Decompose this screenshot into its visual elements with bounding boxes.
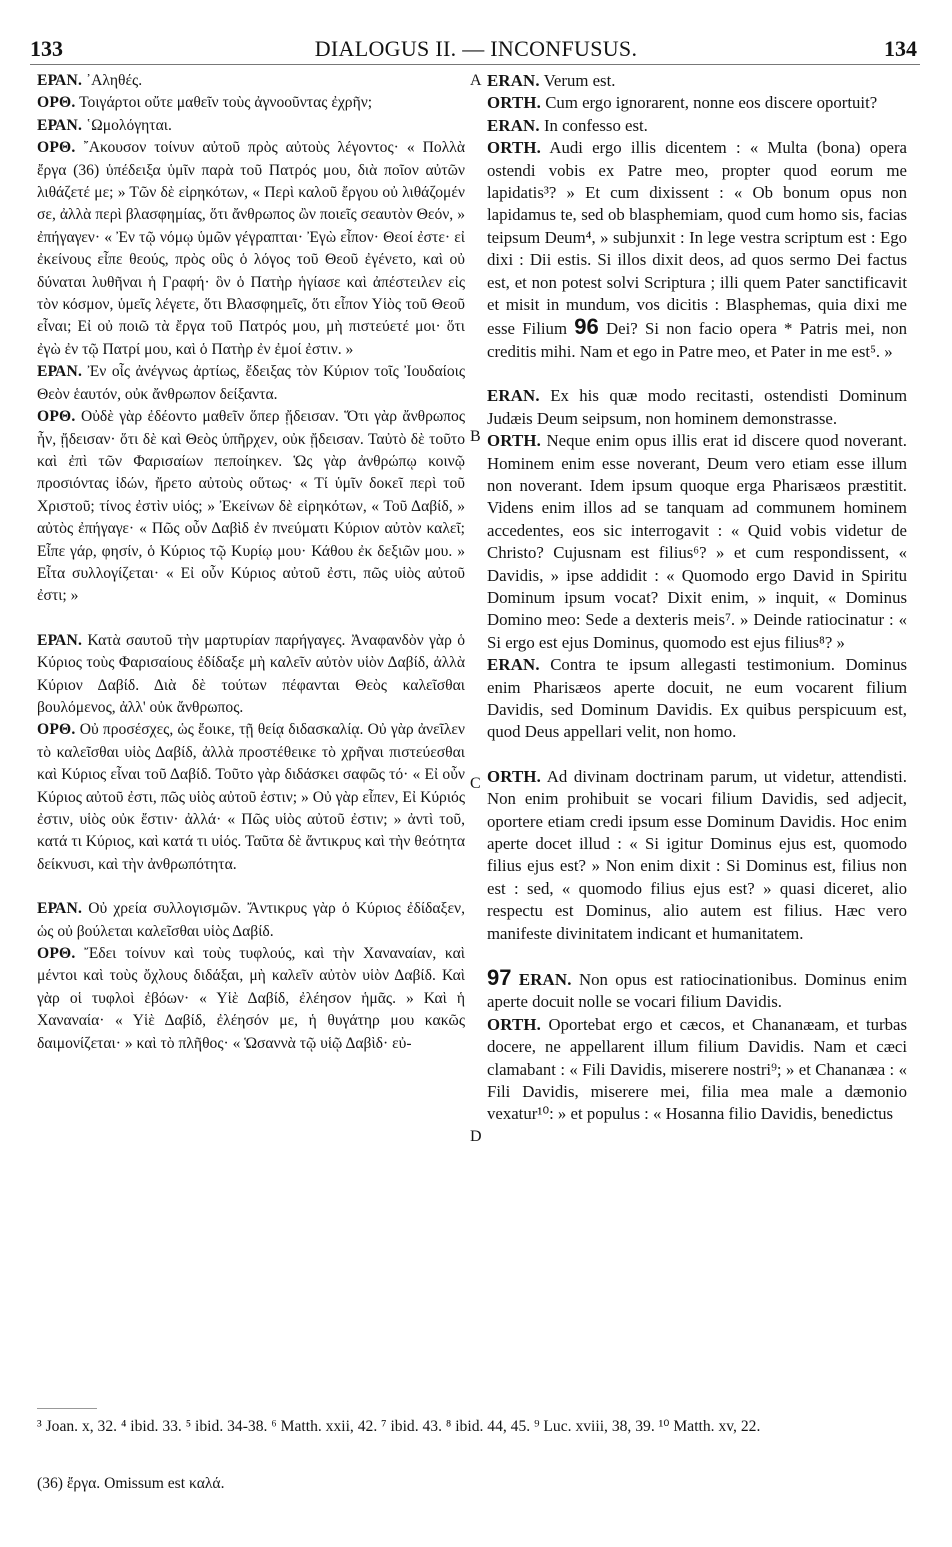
greek-paragraph	[37, 137, 465, 361]
speaker-label: ERAN.	[487, 71, 540, 90]
paragraph-text: Cum ergo ignorarent, nonne eos discere oportuit?	[545, 93, 878, 113]
paragraph-text: Οὐδὲ γὰρ ἐδέοντο μαθεῖν ὅπερ ᾔδεισαν. Ὅτι γὰρ ἄνθρωπος ἦν, ᾔδεισαν· ὅτι δὲ καὶ Θεὸς ὑπῆρχεν, οὐκ ᾔδεισαν. Ταὐτὸ δὲ τοῦτο καὶ ἐπὶ τῶν Φαρισαίων πεποίηκεν. Ὡς γὰρ ἀνθρώπῳ κοινῷ προσιόντας ἰδών, ἤρετο αὐτοὺς οὕτως· « Τί ὑμῖν δοκεῖ περὶ τοῦ Χριστοῦ; τίνος ἐστὶν υἱός; » Ἐκείνων δὲ εἰρηκότων, « Τοῦ Δαβίδ, » αὐτὸς ἐπήγαγε· « Πῶς οὖν Δαβὶδ ἐν πνεύματι Κύριον αὐτὸν καλεῖ; Εἶπε γάρ, φησίν, ὁ Κύριος τῷ Κυρίῳ μου· Κάθου ἐκ δεξιῶν μου. » Εἶτα συλλογίζεται· « Εἰ οὖν Κύριος αὐτοῦ ἐστι, πῶς υἱὸς αὐτοῦ ἐστι; »	[37, 408, 465, 605]
latin-paragraph	[487, 115, 907, 137]
paragraph-text: ῾Ωμολόγηται.	[85, 116, 172, 134]
latin-paragraph	[487, 967, 907, 1014]
column-number-marker: 97	[487, 965, 512, 991]
footnote-rule	[37, 1408, 97, 1409]
paragraph-text: Ex his quæ modo recitasti, ostendisti Dominum Judæis Deum seipsum, non hominem demonstrasse.	[487, 386, 907, 428]
speaker-label: ORTH.	[487, 431, 542, 451]
column-number-marker: 96	[574, 314, 599, 340]
speaker-label: ERAN.	[487, 655, 540, 675]
paragraph-text: Contra te ipsum allegasti testimonium. Dominus enim Pharisæos aperte docuit, ne eum vocarent filium Davidis, sed Dominum Davidis. Ex quibus perspicuum est, quod Deus appellari velit, non homo.	[487, 655, 907, 742]
margin-letter-d: D	[470, 1128, 482, 1145]
greek-paragraph	[37, 115, 465, 137]
speaker-label: ΕΡΑΝ.	[37, 631, 83, 649]
latin-column	[487, 70, 907, 1126]
paragraph-text: In confesso est.	[543, 115, 648, 135]
greek-paragraph	[37, 406, 465, 608]
paragraph-text: ῎Ακουσον τοίνυν αὐτοῦ πρὸς αὐτοὺς λέγοντος· « Πολλὰ ἔργα (36) ὑπέδειξα ὑμῖν παρὰ τοῦ Πατρός μου, διὰ ποῖον αὐτῶν λιθάζετέ με; » Τῶν δὲ εἰρηκότων, « Περὶ καλοῦ ἔργου οὐ λιθάζομέν σε, ἀλλὰ περὶ βλασφημίας, ὅτι ἄνθρωπος ὢν ποιεῖς σεαυτὸν Θεόν, » ἐπήγαγεν· « Ἐν τῷ νόμῳ ὑμῶν γέγραπται· Ἐγὼ εἶπον· Θεοί ἐστε· εἰ ἐκείνους εἶπε θεούς, πρὸς οὓς ὁ λόγος τοῦ Θεοῦ ἐγένετο, καὶ οὐ δύναται λυθῆναι ἡ Γραφή· ὃν ὁ Πατὴρ ἡγίασε καὶ ἀπέστειλεν εἰς τὸν κόσμον, ὑμεῖς λέγετε, ὅτι Βλασφημεῖς, ὅτι εἶπον Υἱὸς τοῦ Θεοῦ εἶναι; Εἰ οὐ ποιῶ τὰ ἔργα τοῦ Πατρός μου, μὴ πιστεύετέ μοι· ὅτι ἐγὼ ἐν τῷ Πατρί μου, καὶ ὁ Πατὴρ ἐν ἐμοί ἐστιν. »	[37, 139, 465, 358]
speaker-label: ΕΡΑΝ.	[37, 116, 83, 134]
speaker-label: ΟΡΘ.	[37, 139, 76, 157]
footnotes: ³ Joan. x, 32. ⁴ ibid. 33. ⁵ ibid. 34-38. ⁶ Matth. xxii, 42. ⁷ ibid. 43. ⁸ ibid. 44, 45. ⁹ Luc. xviii, 38, 39. ¹⁰ Matth. xv, 22.	[37, 1418, 761, 1435]
paragraph-text: Non opus est ratiocinationibus. Dominus enim aperte docuit nolle se vocari filium Davidis.	[487, 970, 908, 1012]
greek-paragraph	[37, 719, 465, 876]
speaker-label: ERAN.	[518, 970, 572, 990]
latin-paragraph	[487, 137, 907, 363]
speaker-label: ERAN.	[487, 115, 540, 135]
paragraph-text: Ἔδει τοίνυν καὶ τοὺς τυφλούς, καὶ τὴν Χαναναίαν, καὶ μέντοι καὶ τοὺς ὄχλους διδάξαι, μὴ καλεῖν αὐτὸν υἱὸν Δαβίδ. Καὶ γὰρ οἱ τυφλοὶ ἐβόων· « Υἱὲ Δαβίδ, ἐλέησον ἡμᾶς. » Καὶ ἡ Χαναναία· « Υἱὲ Δαβίδ, ἐλέησόν με, ἡ θυγάτηρ μου κακῶς δαιμονίζεται· » καὶ τὸ πλῆθος· « Ὡσαννὰ τῷ υἱῷ Δαβὶδ· εὐ-	[37, 945, 465, 1052]
paragraph-text: ᾿Αληθές.	[85, 72, 143, 89]
speaker-label: ΟΡΘ.	[37, 94, 76, 112]
margin-letter-b: B	[470, 428, 481, 445]
greek-paragraph	[37, 943, 465, 1055]
margin-letter-a: A	[470, 72, 482, 89]
paragraph-text: Κατὰ σαυτοῦ τὴν μαρτυρίαν παρήγαγες. Ἀναφανδὸν γὰρ ὁ Κύριος τοὺς Φαρισαίους ἐδίδαξε μὴ καλεῖν αὐτὸν υἱὸν Δαβίδ, ἀλλὰ Κύριον Δαβίδ. Διὰ δὲ τούτων πέφανται Θεὸς καλεῖσθαι βουλόμενος, ἀλλ' οὐκ ἄνθρωπος.	[37, 631, 466, 716]
latin-paragraph	[487, 92, 907, 114]
speaker-label: ORTH.	[487, 766, 542, 786]
page-number-left: 133	[30, 36, 63, 61]
speaker-label: ORTH.	[487, 138, 542, 158]
greek-paragraph	[37, 630, 465, 720]
margin-letter-c: C	[470, 775, 481, 792]
speaker-label: ΕΡΑΝ.	[37, 900, 83, 918]
speaker-label: ORTH.	[487, 93, 542, 113]
paragraph-text: Oportebat ergo et cæcos, et Chananæam, et turbas docere, ne appellarent illum filium Davidis. Nam et cæci clamabant : « Fili Davidis, miserere nostri⁹; » et Chananæa : « Fili Davidis, miserere mei, filia mea male a dæmonio vexatur¹⁰: » et populus : « Hosanna filio Davidis, benedictus	[487, 1014, 908, 1124]
paragraph-text: Οὐ χρεία συλλογισμῶν. Ἄντικρυς γὰρ ὁ Κύριος ἐδίδαξεν, ὡς οὐ βούλεται καλεῖσθαι υἱὸς Δαβίδ.	[37, 900, 465, 940]
paragraph-text-continued: Dei? Si non facio opera * Patris mei, non creditis mihi. Nam et ego in Patre meo, et Pater in me est⁵. »	[487, 319, 908, 361]
speaker-label: ΕΡΑΝ.	[37, 72, 83, 89]
paragraph-text: Οὐ προσέσχες, ὡς ἔοικε, τῇ θείᾳ διδασκαλίᾳ. Οὐ γὰρ ἀνεῖλεν τὸ καλεῖσθαι υἱὸς Δαβίδ, ἀλλὰ προστέθεικε τὸ χρῆναι πιστεύεσθαι καὶ Κύριος εἶναι τοῦ Δαβίδ. Τοῦτο γὰρ διδάσκει σαφῶς τό· « Εἰ οὖν Κύριος αὐτοῦ ἐστι, πῶς υἱὸς αὐτοῦ ἐστιν; » Οὐ γὰρ εἶπεν, Εἰ Κύριός ἐστιν, υἱὸς οὐκ ἔστιν· ἀλλά· « Πῶς υἱὸς αὐτοῦ ἐστιν; » ἀντὶ τοῦ, κατά τι Κύριος, καὶ κατά τι υἱός. Ταῦτα δὲ ἄντικρυς καὶ τὴν θεότητα δείκνυσι, καὶ τὴν ἀνθρωπότητα.	[37, 721, 465, 873]
paragraph-text: Verum est.	[543, 71, 616, 90]
greek-column	[37, 70, 465, 1055]
speaker-label: ΟΡΘ.	[37, 945, 76, 963]
greek-paragraph	[37, 70, 465, 92]
latin-paragraph	[487, 766, 907, 945]
speaker-label: ΟΡΘ.	[37, 721, 76, 739]
greek-paragraph	[37, 92, 465, 114]
speaker-label: ΕΡΑΝ.	[37, 363, 83, 381]
paragraph-text: Neque enim opus illis erat id discere quod noverant. Hominem enim esse noverant, Deum vero etiam esse illum non noverant. Idem ipsum quoque erga Pharisæos præstitit. Videns enim illos ad se tanquam ad communem hominem accedentes, eos sic interrogavit : « Quid vobis videtur de Christo? Cujusnam est filius⁶? » et cum respondissent, « Davidis, » ipse addidit : « Quomodo ergo David in Spiritu Dominum ipsum vocat? Dixit enim, » inquit, « Dominus Domino meo: Sede a dexteris meis⁷. » Deinde ratiocinatur : « Si ergo est ejus Dominus, quomodo est ejus filius⁸? »	[487, 431, 907, 652]
running-title: DIALOGUS II. — INCONFUSUS.	[314, 36, 638, 61]
latin-paragraph	[487, 430, 907, 654]
paragraph-text: Ἐν οἷς ἀνέγνως ἀρτίως, ἔδειξας τὸν Κύριον τοῖς Ἰουδαίοις Θεὸν ἑαυτόν, οὐκ ἄνθρωπον δείξαντα.	[37, 363, 465, 403]
variant-note: (36) ἔργα. Omissum est καλά.	[37, 1475, 225, 1492]
running-header	[0, 30, 952, 70]
speaker-label: ORTH.	[487, 1014, 542, 1034]
paragraph-text: Ad divinam doctrinam parum, ut videtur, attendisti. Non enim prohibuit se vocari filium Davidis, sed adjecit, oportere etiam credi ipsum esse Dominum Davidis. Hoc enim aperte docet illud : « Si igitur Dominus ejus est, quomodo filius ejus est? » Non enim dixit : Si Dominus est, filius non est : sed, « quomodo filius ejus est? » quasi diceret, alio respectu est Dominus, alio autem est filius. Hæc vero manifeste divinitatem indicant et humanitatem.	[487, 766, 907, 943]
speaker-label: ERAN.	[487, 386, 540, 406]
paragraph-text: Audi ergo illis dicentem : « Multa (bona) opera ostendi vobis ex Patre meo, propter quod eorum me lapidatis³? » Et cum dixissent : « Ob bonum opus non lapidamus te, sed ob blasphemiam, quod cum homo sis, facias teipsum Deum⁴, » subjunxit : In lege vestra scriptum est : Ego dixi : Dii estis. Si illos dixit deos, ad quos sermo Dei factus est, et non potest solvi Scriptura ; illi quem Pater sanctificavit et misit in mundum, vos dicitis : Blasphemas, quia dixi me esse Filium	[487, 138, 907, 339]
greek-paragraph	[37, 361, 465, 406]
page-number-right: 134	[884, 36, 917, 61]
latin-paragraph	[487, 1014, 907, 1126]
greek-paragraph	[37, 898, 465, 943]
speaker-label: ΟΡΘ.	[37, 408, 76, 426]
paragraph-text: Τοιγάρτοι οὔτε μαθεῖν τοὺς ἀγνοοῦντας ἐχρῆν;	[79, 94, 373, 112]
latin-paragraph	[487, 385, 907, 430]
header-rule	[30, 64, 920, 65]
latin-paragraph	[487, 70, 907, 92]
latin-paragraph	[487, 654, 907, 744]
